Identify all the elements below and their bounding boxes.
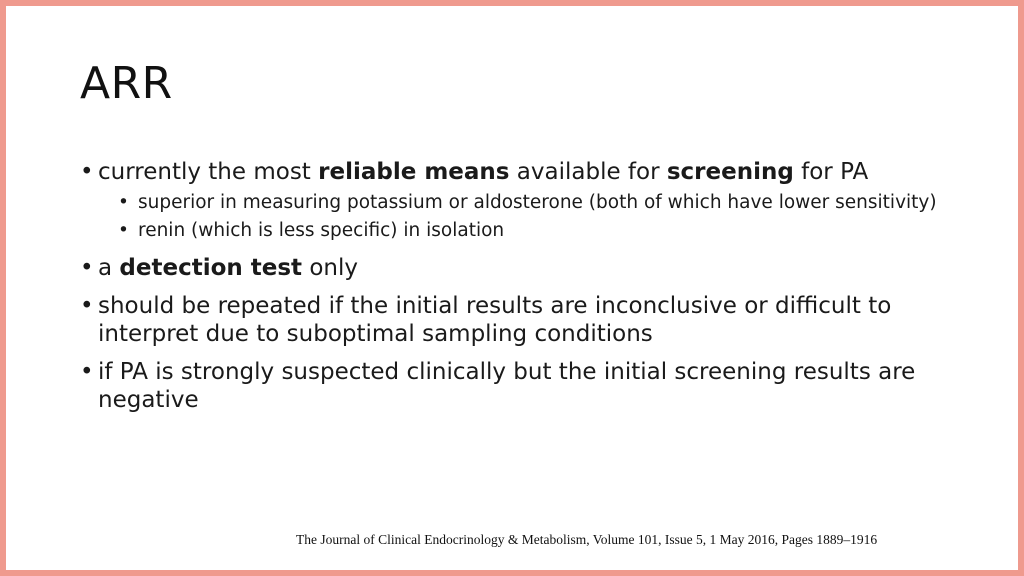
bullet-list (80, 158, 960, 424)
bold-phrase: detection test (119, 255, 303, 281)
bullet-text: for PA (793, 159, 869, 185)
sub-bullet-text: superior in measuring potassium or aldosterone (both of which have lower sensitivity) (138, 192, 937, 213)
sub-bullet-item (80, 220, 960, 242)
bullet-marker: • (118, 192, 129, 213)
bullet-marker: • (80, 359, 94, 385)
bullet-marker: • (80, 159, 94, 185)
sub-bullet-text: renin (which is less specific) in isolation (138, 220, 505, 241)
bullet-text: only (302, 255, 359, 281)
bullet-text: if PA is strongly suspected clinically but the initial screening results are negative (98, 359, 916, 413)
bullet-marker: • (80, 293, 94, 319)
slide-title: ARR (80, 58, 173, 109)
bullet-text: available for (509, 159, 667, 185)
bullet-item (80, 158, 960, 186)
bullet-item (80, 292, 960, 348)
sub-bullet-list (80, 192, 960, 242)
bullet-marker: • (80, 255, 94, 281)
bullet-marker: • (118, 220, 129, 241)
bullet-text: should be repeated if the initial results are inconclusive or difficult to interpret due to suboptimal sampling conditions (98, 293, 892, 347)
bold-phrase: screening (666, 159, 794, 185)
citation: The Journal of Clinical Endocrinology & Metabolism, Volume 101, Issue 5, 1 May 2016, Pages 1889–1916 (296, 532, 878, 547)
bullet-item (80, 254, 960, 282)
bullet-item (80, 358, 960, 414)
sub-bullet-item (80, 192, 960, 214)
bold-phrase: reliable means (318, 159, 510, 185)
bullet-text: currently the most (98, 159, 319, 185)
bullet-text: a (98, 255, 120, 281)
